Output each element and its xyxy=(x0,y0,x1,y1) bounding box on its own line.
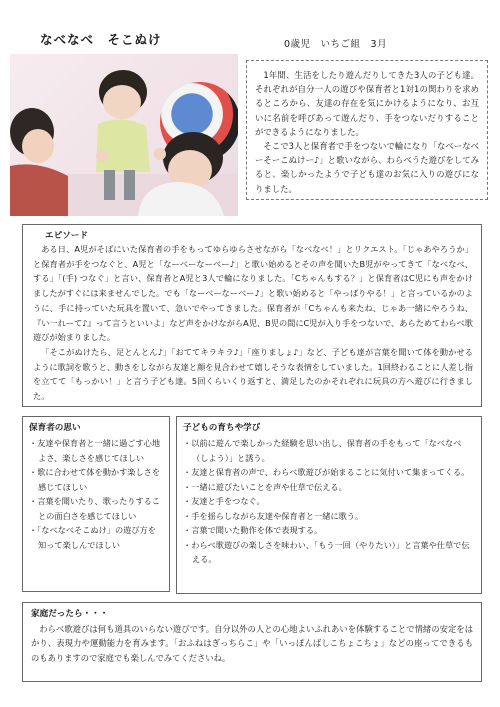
list-item: ・一緒に遊びたいことを声や仕草で伝える。 xyxy=(183,481,347,492)
page-title: なべなべ そこぬけ xyxy=(40,32,162,47)
intro-paragraph: 1年間、生活をしたり遊んだりしてきた3人の子ども達。それぞれが自分一人の遊びや保育者と1対1の関わりを求めるところから、友達の存在を気にかけるようになり、お互いに名前を呼びあって遊んだり、手をつないだりすることができるようになりました。 xyxy=(255,70,479,137)
home-heading: 家庭だったら・・・ xyxy=(31,609,109,619)
list-item: ・友達と保育者の声で、わらべ歌遊びが始まることに気付いて集まってくる。 xyxy=(183,467,470,477)
list-item: ・わらべ歌遊びの楽しさを味わい、「もう一回（やりたい）」と言葉や仕草で伝える。 xyxy=(183,539,470,564)
list-item: ・言葉を聞いたり、歌ったりすることの面白さを感じてほしい xyxy=(29,496,161,521)
children-photo xyxy=(10,54,238,216)
teacher-wishes-heading: 保育者の思い xyxy=(29,423,81,433)
episode-paragraph: 「そこがぬけたら、足とんとん♪」「おててキラキラ♪」「座りましょ♪」など、子ども達が言葉を聞いて体を動かせるように歌詞を歌うと、動きをしながら友達と顔を見合わせて嬉しそうな表情をしていました。1回終わることに人差し指を立てて「もっかい！」と言う子ども達。5回くらいくり返すと、満足したのかそれぞれに玩具の方へ遊びに行きました。 xyxy=(33,346,473,402)
intro-box xyxy=(246,60,488,200)
child-growth-heading: 子どもの育ちや学び xyxy=(183,423,261,433)
class-info: 0歳児 いちご組 3月 xyxy=(284,39,388,50)
episode-heading: エピソード xyxy=(45,231,88,241)
teacher-wishes-box xyxy=(22,416,170,592)
list-item: ・言葉で聞いた動作を体で表現する。 xyxy=(183,525,323,535)
home-box xyxy=(22,602,482,682)
list-item: ・「なべなべそこぬけ」の遊び方を知って楽しんでほしい xyxy=(29,525,156,550)
list-item: ・以前に遊んで楽しかった経験を思い出し、保育者の手をもって「なべなべ（しよう）」と誘う。 xyxy=(183,438,462,463)
episode-paragraph: ある日、A児がそばにいた保育者の手をもってゆらゆらさせながら「なべなべ！」とリクエスト。「じゃあやろうか」と保育者が手をつなぐと、A児と「なーべーなーべー♪」と歌い始めるとその声を聞いたB児がやってきて「なべなべ、する」「(手) つなぐ」と言い、保育者とA児と3人で輪になりました。「Cちゃんもする？」と保育者はC児にも声をかけましたがすぐには来ませんでした。でも「なーべーなーべー♪」と歌い始めると「やっぱりやる！」と言っているかのように、手に持っていた玩具を置いて、急いでやってきました。保育者が「Cちゃんも来たね、じゃあ一緒にやろうね、『い一れーて♪』って言うといいよ」など声をかけながらA児、B児の間にC児が入り手をつないで、あらためてわらべ歌遊びが始まりました。 xyxy=(33,244,473,343)
episode-box xyxy=(22,224,482,407)
list-item: ・友達や保育者と一緒に過ごす心地よさ、楽しさを感じてほしい xyxy=(29,438,161,463)
child-growth-box xyxy=(176,416,482,594)
home-paragraph: わらべ歌遊びは何も道具のいらない遊びです。自分以外の人との心地よいふれあいを体験することで情緒の安定をはかり、表現力や運動能力を育みます。「おふねはぎっちらこ」や「いっぽんばしこちょこちょ」などの座ってできるものもありますので家庭でも楽しんでみてくださいね。 xyxy=(31,624,473,663)
list-item: ・友達と手をつなぐ。 xyxy=(183,496,265,506)
intro-paragraph: そこで3人と保育者で手をつないで輪になり「なべーなべーそーこぬけー♪」と歌いながら、わらべうた遊びをしてみると、楽しかったようで子ども達のお気に入りの遊びになりました。 xyxy=(255,141,479,194)
list-item: ・手を揺らしながら友達や保育者と一緒に歌う。 xyxy=(183,510,364,521)
list-item: ・歌に合わせて体を動かす楽しさを感じてほしい xyxy=(29,467,161,492)
